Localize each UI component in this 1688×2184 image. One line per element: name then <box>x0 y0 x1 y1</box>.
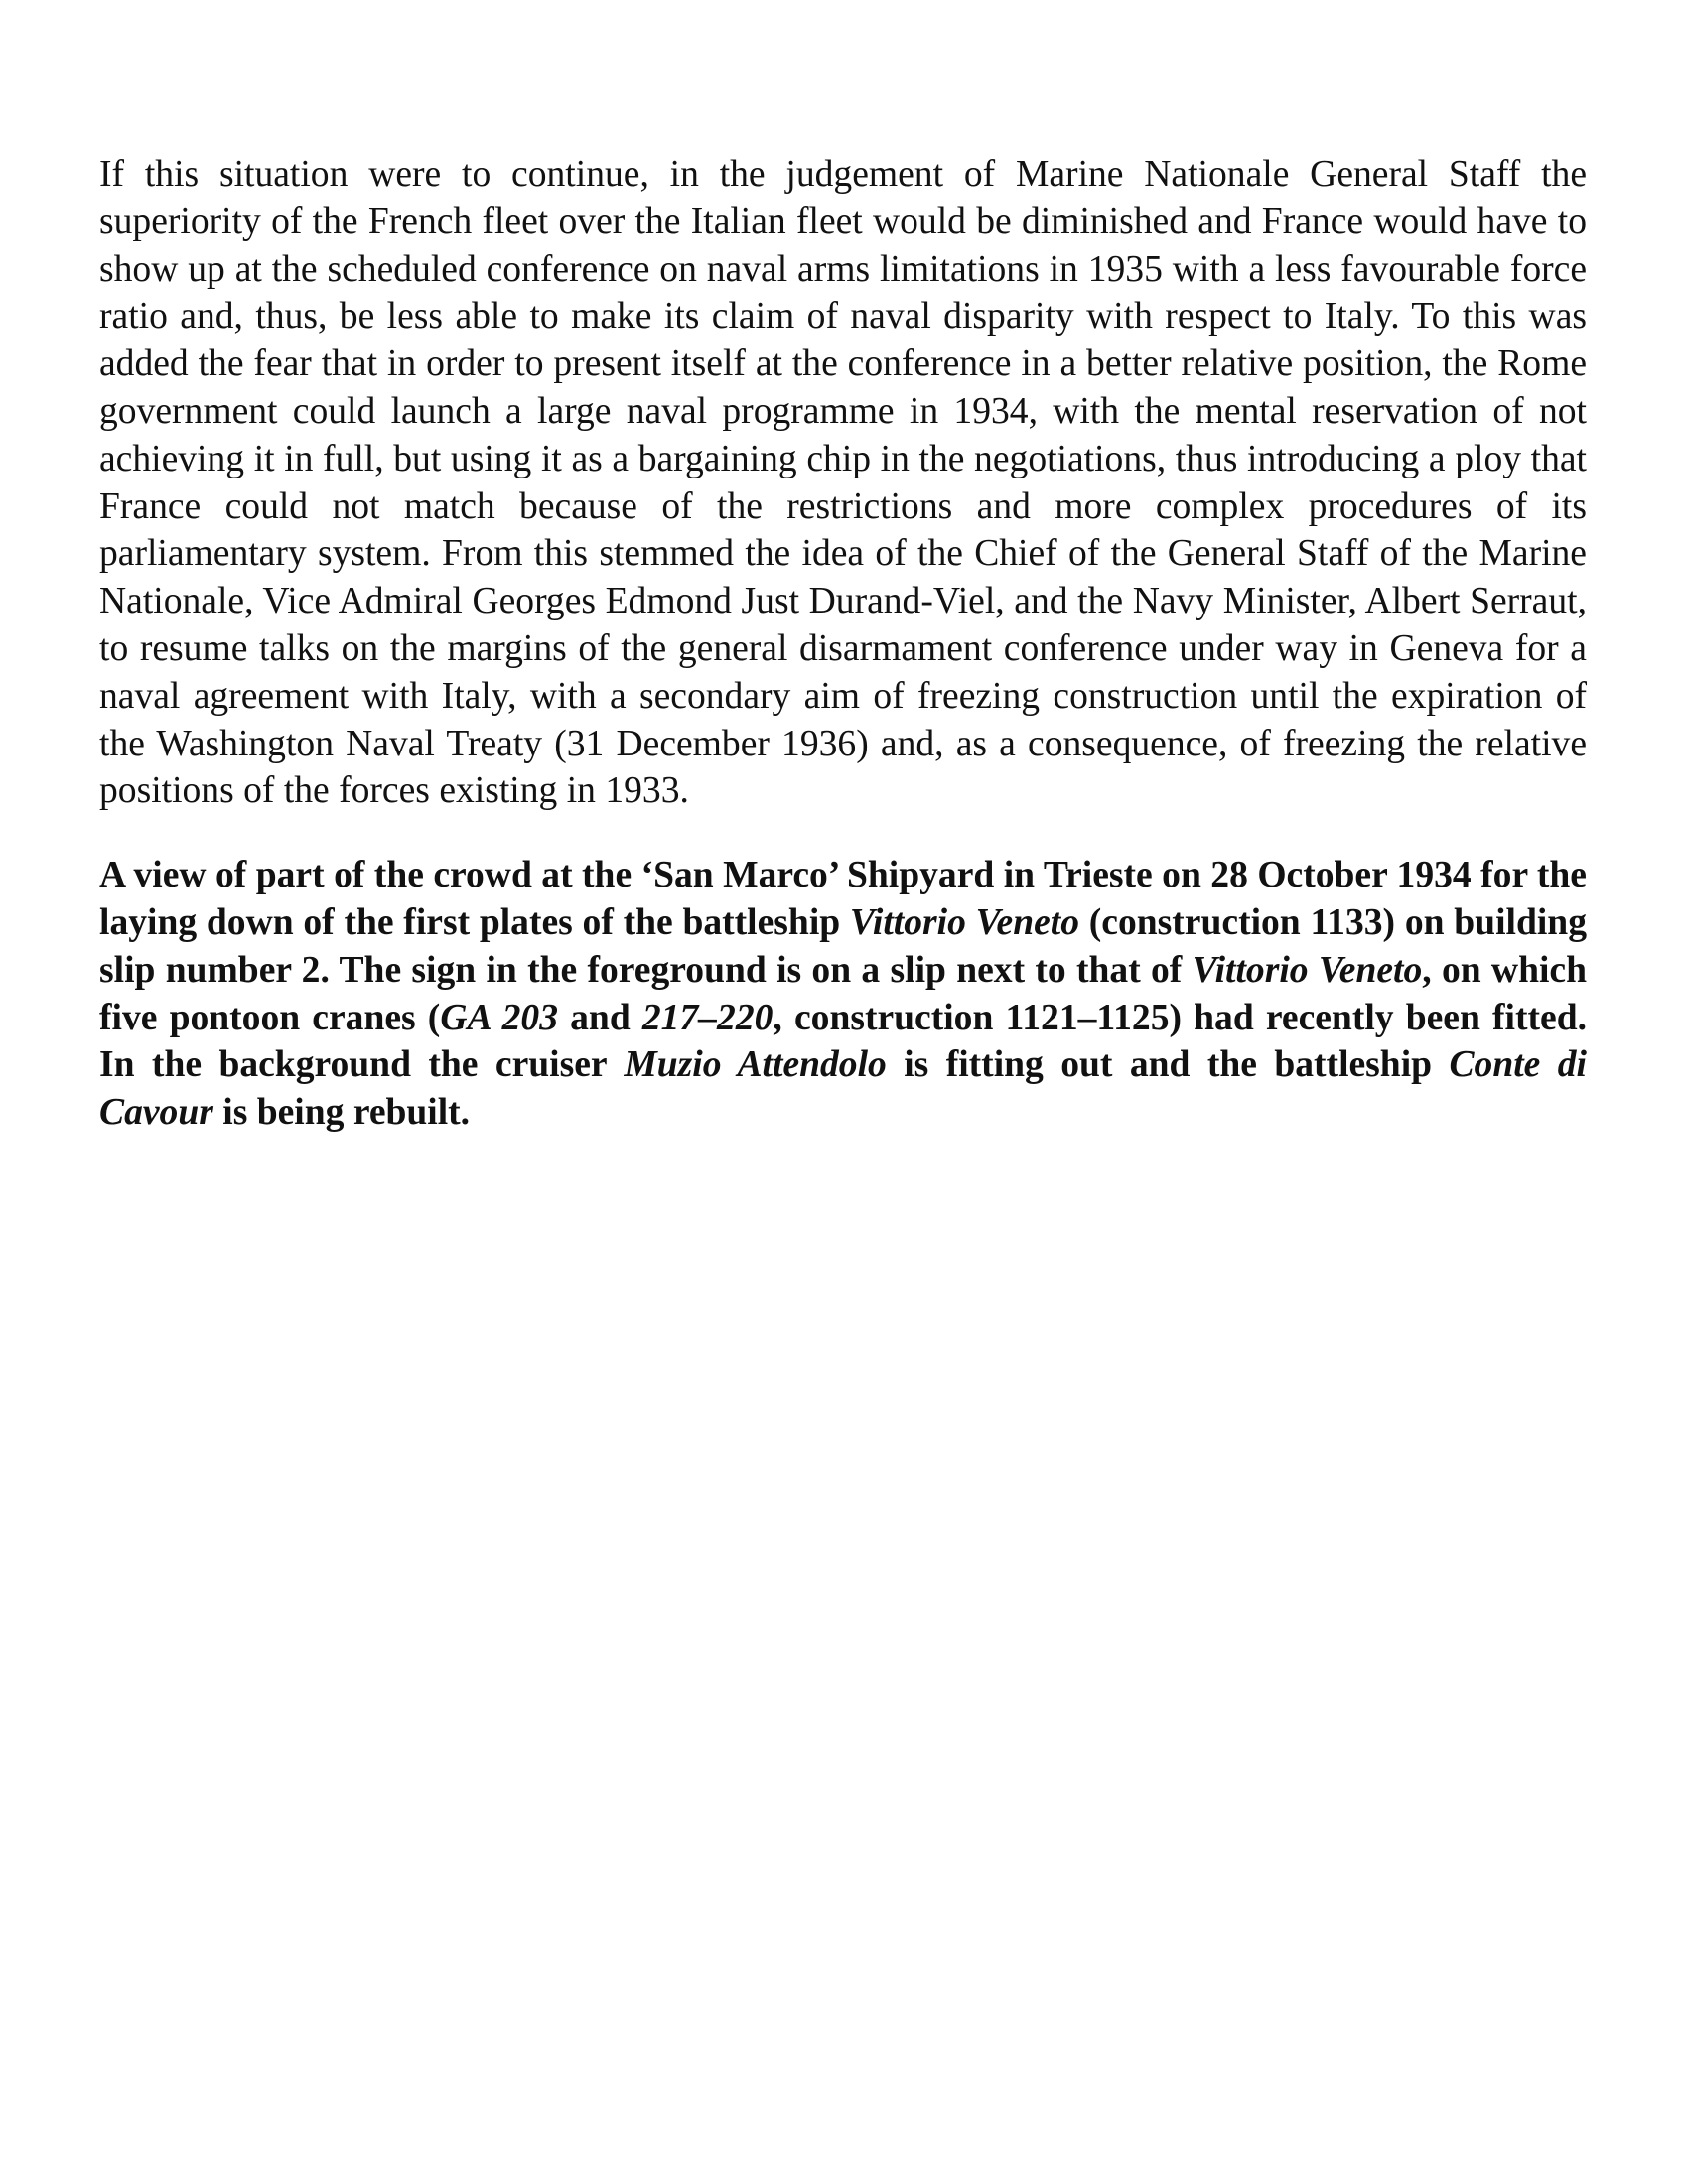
caption-text: A view of part of the crowd at the ‘San Marco’ Shipyard in Trieste on 28 October 1934 for the laying down of the first plates of the battleship <box>99 855 1587 943</box>
ship-name: Conte di Cavour <box>99 1044 1587 1134</box>
ship-name: Vittorio Veneto <box>1192 949 1423 991</box>
caption-text: (construction 1133) on building slip number 2. The sign in the foreground is on a slip next to that of <box>99 901 1587 991</box>
document-page <box>99 151 1587 1137</box>
caption-text: is fitting out and the battleship <box>886 1044 1450 1086</box>
photo-caption <box>99 852 1587 1137</box>
caption-text: , construction 1121–1125) had recently been fitted. In the background the cruiser <box>99 997 1587 1086</box>
caption-text: is being rebuilt. <box>212 1092 471 1134</box>
caption-text: , on which five pontoon cranes ( <box>99 949 1587 1038</box>
caption-text: and <box>557 997 642 1038</box>
ship-name: Vittorio Veneto <box>849 901 1080 943</box>
body-paragraph: If this situation were to continue, in the judgement of Marine Nationale General Staff the superiority of the French fleet over the Italian fleet would be diminished and France would have to show up at the scheduled conference on naval arms limitations in 1935 with a less favourable force ratio and, thus, be less able to make its claim of naval disparity with respect to Italy. To this was added the fear that in order to present itself at the conference in a better relative position, the Rome government could launch a large naval programme in 1934, with the mental reservation of not achieving it in full, but using it as a bargaining chip in the negotiations, thus introducing a ploy that France could not match because of the restrictions and more complex procedures of its parliamentary system. From this stemmed the idea of the Chief of the General Staff of the Marine Nationale, Vice Admiral Georges Edmond Just Durand-Viel, and the Navy Minister, Albert Serraut, to resume talks on the margins of the general disarmament conference under way in Geneva for a naval agreement with Italy, with a secondary aim of freezing construction until the expiration of the Washington Naval Treaty (31 December 1936) and, as a consequence, of freezing the relative positions of the forces existing in 1933. <box>99 154 1587 812</box>
ship-name: Muzio Attendolo <box>624 1044 887 1086</box>
crane-name: 217–220 <box>641 997 774 1038</box>
crane-name: GA 203 <box>440 997 558 1038</box>
